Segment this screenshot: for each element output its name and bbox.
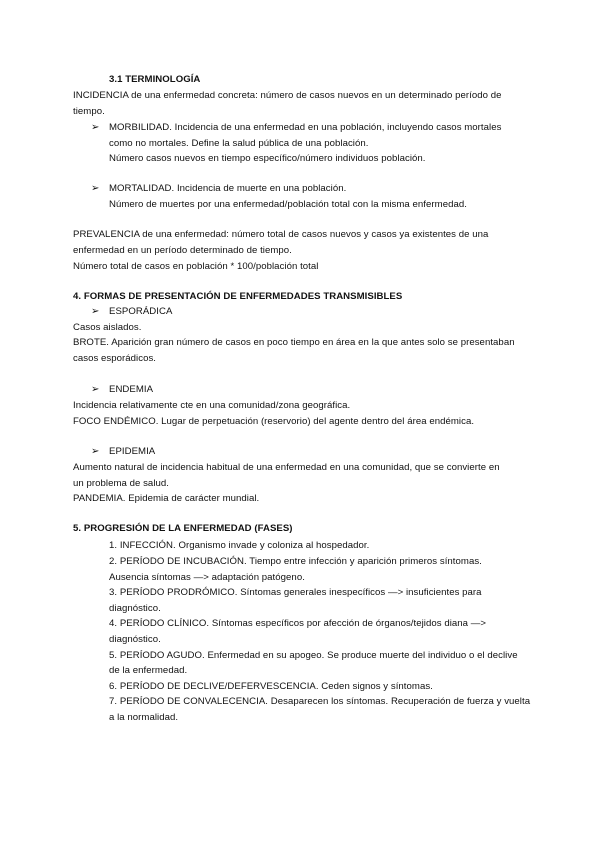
- prevalencia-line-3: Número total de casos en población * 100/población total: [73, 261, 319, 272]
- esporadica-title: ESPORÁDICA: [109, 306, 173, 317]
- bullet-arrow-icon: ➢: [91, 122, 100, 133]
- section-heading-formas: 4. FORMAS DE PRESENTACIÓN DE ENFERMEDADES TRANSMISIBLES: [73, 291, 403, 302]
- fase-line: a la normalidad.: [109, 712, 179, 723]
- esporadica-line-1: Casos aislados.: [73, 322, 142, 333]
- fase-line: diagnóstico.: [109, 634, 161, 645]
- endemia-line-1: Incidencia relativamente cte en una comunidad/zona geográfica.: [73, 400, 351, 411]
- epidemia-line-3: PANDEMIA. Epidemia de carácter mundial.: [73, 493, 260, 504]
- prevalencia-line-2: enfermedad en un período determinado de tiempo.: [73, 245, 292, 256]
- morbilidad-line-1: MORBILIDAD. Incidencia de una enfermedad en una población, incluyendo casos mortales: [109, 122, 502, 133]
- fase-line: 1. INFECCIÓN. Organismo invade y coloniza al hospedador.: [109, 540, 370, 551]
- endemia-title: ENDEMIA: [109, 384, 154, 395]
- fase-line: 6. PERÍODO DE DECLIVE/DEFERVESCENCIA. Ceden signos y síntomas.: [109, 681, 433, 692]
- epidemia-line-2: un problema de salud.: [73, 478, 169, 489]
- fase-line: 4. PERÍODO CLÍNICO. Síntomas específicos por afección de órganos/tejidos diana —>: [109, 618, 487, 629]
- bullet-arrow-icon: ➢: [91, 384, 100, 395]
- incidencia-line-1: INCIDENCIA de una enfermedad concreta: número de casos nuevos en un determinado período de: [73, 90, 502, 101]
- section-heading-terminologia: 3.1 TERMINOLOGÍA: [109, 74, 201, 85]
- esporadica-line-2: BROTE. Aparición gran número de casos en poco tiempo en área en la que antes solo se presentaban: [73, 337, 515, 348]
- fase-line: 7. PERÍODO DE CONVALECENCIA. Desaparecen los síntomas. Recuperación de fuerza y vuelta: [109, 696, 531, 707]
- morbilidad-line-2: como no mortales. Define la salud pública de una población.: [109, 138, 369, 149]
- endemia-line-2: FOCO ENDÉMICO. Lugar de perpetuación (reservorio) del agente dentro del área endémica.: [73, 416, 475, 427]
- fase-line: 5. PERÍODO AGUDO. Enfermedad en su apogeo. Se produce muerte del individuo o el declive: [109, 650, 518, 661]
- section-heading-progresion: 5. PROGRESIÓN DE LA ENFERMEDAD (FASES): [73, 523, 293, 534]
- esporadica-line-3: casos esporádicos.: [73, 353, 157, 364]
- incidencia-line-2: tiempo.: [73, 106, 105, 117]
- fase-line: diagnóstico.: [109, 603, 161, 614]
- fase-line: 3. PERÍODO PRODRÓMICO. Síntomas generales inespecíficos —> insuficientes para: [109, 587, 482, 598]
- mortalidad-line-2: Número de muertes por una enfermedad/población total con la misma enfermedad.: [109, 199, 467, 210]
- mortalidad-line-1: MORTALIDAD. Incidencia de muerte en una población.: [109, 183, 347, 194]
- bullet-arrow-icon: ➢: [91, 183, 100, 194]
- fase-line: de la enfermedad.: [109, 665, 188, 676]
- bullet-arrow-icon: ➢: [91, 446, 100, 457]
- epidemia-title: EPIDEMIA: [109, 446, 156, 457]
- fase-line: Ausencia síntomas —> adaptación patógeno.: [109, 572, 305, 583]
- morbilidad-line-3: Número casos nuevos en tiempo específico/número individuos población.: [109, 153, 426, 164]
- fase-line: 2. PERÍODO DE INCUBACIÓN. Tiempo entre infección y aparición primeros síntomas.: [109, 556, 482, 567]
- bullet-arrow-icon: ➢: [91, 306, 100, 317]
- epidemia-line-1: Aumento natural de incidencia habitual de una enfermedad en una comunidad, que se convierte en: [73, 462, 500, 473]
- prevalencia-line-1: PREVALENCIA de una enfermedad: número total de casos nuevos y casos ya existentes de una: [73, 229, 489, 240]
